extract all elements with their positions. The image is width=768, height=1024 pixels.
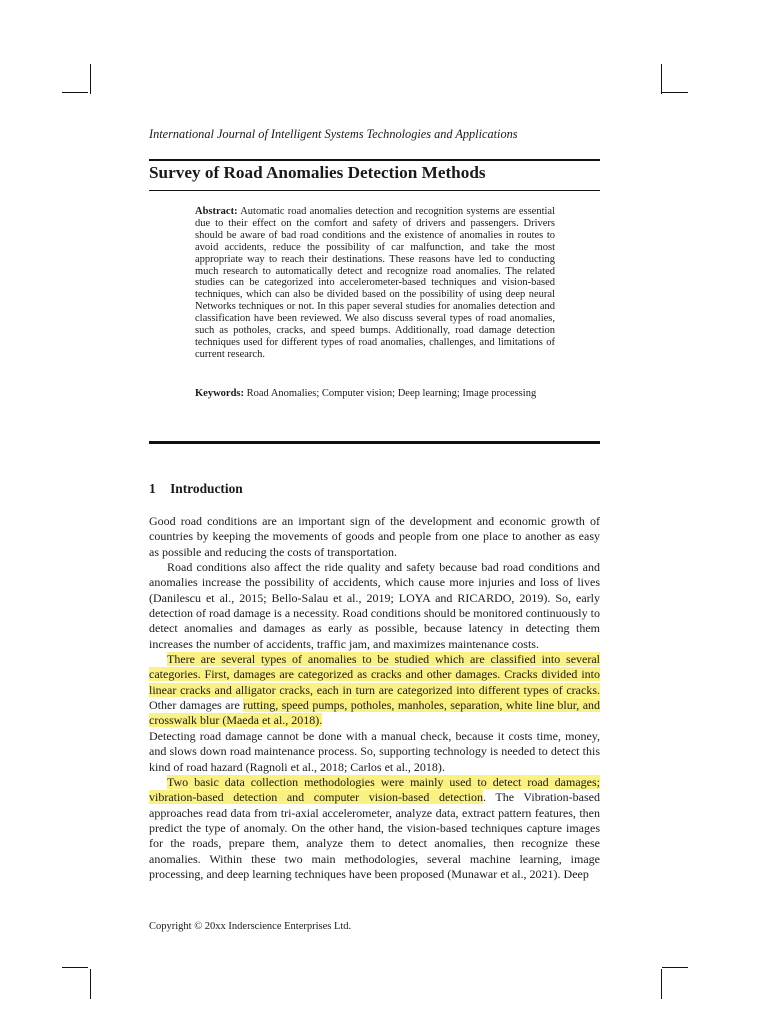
crop-mark-bottom-left-vertical xyxy=(90,969,91,999)
paragraph-5 xyxy=(149,775,600,882)
paragraph-4: Detecting road damage cannot be done with a manual check, because it costs time, money, and slows down road maintenance process. So, supporting technology is needed to detect this kind of road hazard (Ragnoli et al., 2018; Carlos et al., 2018). xyxy=(149,728,600,774)
highlight-anomaly-types: There are several types of anomalies to be studied which are classified into several categories. First, damages are categorized as cracks and other damages. Cracks divided into linear cracks and alligator cracks, each in turn are categorized into different types of cracks. xyxy=(149,652,600,697)
abstract-bottom-rule xyxy=(149,441,600,444)
crop-mark-bottom-right-vertical xyxy=(661,969,662,999)
keywords-label: Keywords: xyxy=(195,388,244,399)
paragraph-2: Road conditions also affect the ride quality and safety because bad road conditions and anomalies increase the possibility of accidents, which cause more injuries and loss of lives (Danilescu et al., 2015; Bello-Salau et al., 2019; LOYA and RICARDO, 2019). So, early detection of road damage is a necessity. Road conditions should be monitored continuously to detect anomalies and damages as early as possible, because latency in detecting them increases the number of accidents, traffic jam, and maximizes maintenance costs. xyxy=(149,560,600,651)
section-heading xyxy=(149,481,243,497)
journal-name: International Journal of Intelligent Systems Technologies and Applications xyxy=(149,127,518,141)
section-number: 1 xyxy=(149,481,156,496)
crop-mark-bottom-right-horizontal xyxy=(662,967,688,968)
paragraph-5-rest: . The Vibration-based approaches read data from tri-axial accelerometer, analyze data, extract pattern features, then predict the type of anomaly. On the other hand, the vision-based techniques capture images for the roads, prepare them, analyze them to detect anomalies, then recognize these anomalies. Within these two main methodologies, several machine learning, image processing, and deep learning techniques have been proposed (Munawar et al., 2021). Deep xyxy=(149,790,601,881)
keywords xyxy=(195,388,575,399)
abstract-label: Abstract: xyxy=(195,206,238,217)
body-text xyxy=(149,514,600,882)
highlight-methodologies: Two basic data collection methodologies were mainly used to detect road damages; vibration-based detection and computer vision-based detection xyxy=(149,774,600,805)
title-top-rule xyxy=(149,159,600,161)
crop-mark-top-right-vertical xyxy=(661,64,662,94)
abstract xyxy=(195,206,555,361)
crop-mark-top-left-vertical xyxy=(90,64,91,94)
crop-mark-top-right-horizontal xyxy=(662,92,688,93)
abstract-text: Automatic road anomalies detection and recognition systems are essential due to their effect on the comfort and safety of drivers and passengers. Drivers should be aware of bad road conditions and the existence of anomalies in routes to avoid accidents, reduce the possibility of car malfunction, and take the most appropriate way to reach their destinations. These reasons have led to conducting much research to automatically detect and recognize road anomalies. The related studies can be categorized into accelerometer-based techniques and vision-based techniques, which can also be divided based on the possibility of using deep neural Networks techniques or not. In this paper several studies for anomalies detection and classification have been reviewed. We also discuss several types of road anomalies, such as potholes, cracks, and speed bumps. Additionally, road damage detection techniques used for different types of road anomalies, challenges, and limitations of current research. xyxy=(195,206,555,360)
paragraph-3-plain: Other damages are xyxy=(149,698,240,713)
paper-title: Survey of Road Anomalies Detection Methods xyxy=(149,163,486,182)
paragraph-1: Good road conditions are an important sign of the development and economic growth of countries by keeping the movements of goods and people from one place to another as easy as possible and reducing the costs of transportation. xyxy=(149,514,600,559)
keywords-text: Road Anomalies; Computer vision; Deep learning; Image processing xyxy=(246,388,537,399)
crop-mark-top-left-horizontal xyxy=(62,92,88,93)
paragraph-3 xyxy=(149,652,600,729)
section-title: Introduction xyxy=(170,481,243,496)
highlight-other-damages: rutting, speed pumps, potholes, manholes, separation, white line blur, and crosswalk blur (Maeda et al., 2018). xyxy=(149,698,601,728)
copyright-notice: Copyright © 20xx Inderscience Enterprises Ltd. xyxy=(149,921,352,932)
crop-mark-bottom-left-horizontal xyxy=(62,967,88,968)
title-bottom-rule xyxy=(149,190,600,191)
